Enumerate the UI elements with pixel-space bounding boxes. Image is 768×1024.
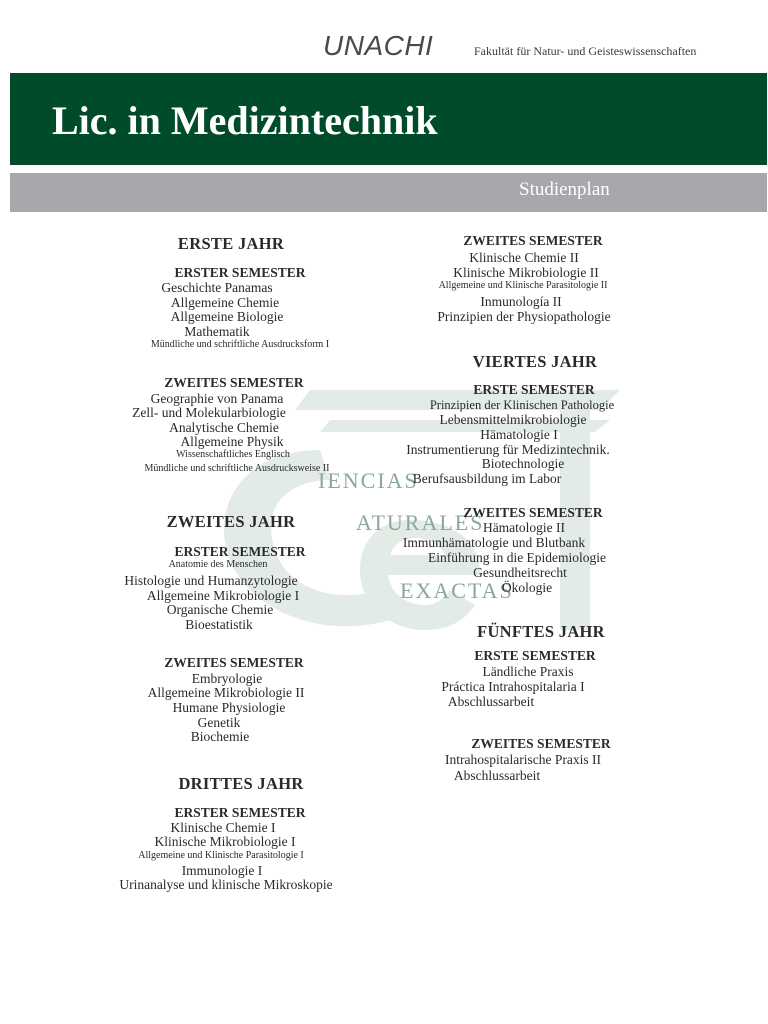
course-item: Prinzipien der Physiopathologie [437, 309, 611, 324]
course-item: Immunologie I [181, 863, 263, 878]
watermark-line-2: ATURALES [356, 510, 485, 535]
course-item: Abschlussarbeit [447, 694, 535, 709]
course-item: Gesundheitsrecht [473, 565, 567, 580]
course-item: Allgemeine Mikrobiologie I [146, 588, 300, 603]
course-item: Klinische Mikrobiologie II [453, 265, 599, 280]
course-item: Urinanalyse und klinische Mikroskopie [119, 877, 333, 892]
course-item: Einführung in die Epidemiologie [427, 550, 607, 565]
course-item: Klinische Chemie II [469, 250, 579, 265]
year-heading: VIERTES JAHR [472, 352, 598, 371]
course-item: Mündliche und schriftliche Ausdrucksform I [150, 339, 330, 350]
watermark-line-3: EXACTAS [400, 578, 514, 603]
course-item: Allgemeine Physik [180, 434, 284, 449]
course-item: Mündliche und schriftliche Ausdrucksweise II [144, 463, 330, 474]
course-item: Genetik [197, 715, 241, 730]
year-heading: ZWEITES JAHR [166, 512, 296, 531]
course-item: Humane Physiologie [172, 700, 286, 715]
course-item: Práctica Intrahospitalaria I [441, 679, 585, 694]
course-item: Wissenschaftliches Englisch [176, 449, 290, 460]
course-item: Klinische Mikrobiologie I [154, 834, 296, 849]
course-item: Embryologie [191, 671, 263, 686]
course-item: Hämatologie I [480, 427, 558, 442]
semester-heading: ERSTER SEMESTER [174, 805, 306, 820]
course-item: Zell- und Molekularbiologie [132, 405, 286, 420]
course-item: Organische Chemie [166, 602, 274, 617]
course-item: Geographie von Panama [150, 391, 284, 406]
course-item: Berufsausbildung im Labor [412, 471, 562, 486]
unachi-logo: UNACHI [323, 30, 434, 61]
page-title: Lic. in Medizintechnik [52, 98, 438, 143]
semester-heading: ERSTER SEMESTER [174, 544, 306, 559]
year-heading: FÜNFTES JAHR [477, 622, 605, 641]
course-item: Immunhämatologie und Blutbank [402, 535, 586, 550]
year-heading: ERSTE JAHR [177, 234, 285, 253]
course-item: Hämatologie II [482, 520, 566, 535]
course-item: Biotechnologie [481, 456, 565, 471]
course-item: Klinische Chemie I [170, 820, 276, 835]
semester-heading: ZWEITES SEMESTER [164, 375, 304, 390]
course-item: Histologie und Humanzytologie [124, 573, 298, 588]
watermark-line-1: IENCIAS [318, 468, 419, 493]
course-item: Geschichte Panamas [161, 280, 273, 295]
semester-heading: ZWEITES SEMESTER [471, 736, 611, 751]
course-item: Bioestatistik [185, 617, 253, 632]
course-item: Instrumentierung für Medizintechnik. [406, 442, 610, 457]
year-heading: DRITTES JAHR [178, 774, 304, 793]
course-item: Mathematik [184, 324, 250, 339]
semester-heading: ZWEITES SEMESTER [463, 505, 603, 520]
course-item: Prinzipien der Klinischen Pathologie [429, 398, 615, 412]
course-item: Ländliche Praxis [482, 664, 574, 679]
title-band [10, 73, 767, 165]
semester-heading: ERSTE SEMESTER [474, 648, 596, 663]
course-item: Allgemeine und Klinische Parasitologie II [438, 280, 608, 291]
semester-heading: ZWEITES SEMESTER [463, 233, 603, 248]
course-item: Biochemie [190, 729, 250, 744]
semester-heading: ZWEITES SEMESTER [164, 655, 304, 670]
course-item: Analytische Chemie [169, 420, 279, 435]
course-item: Abschlussarbeit [453, 768, 541, 783]
course-item: Allgemeine Biologie [170, 309, 284, 324]
course-item: Allgemeine Mikrobiologie II [147, 685, 305, 700]
course-item: Anatomie des Menschen [168, 559, 268, 570]
subtitle-band [10, 173, 767, 212]
faculty-name: Fakultät für Natur- und Geisteswissenschaften [474, 44, 697, 58]
course-item: Inmunología II [480, 294, 562, 309]
page-subtitle: Studienplan [519, 179, 610, 200]
course-item: Allgemeine Chemie [170, 295, 280, 310]
course-item: Ökologie [501, 580, 553, 595]
course-item: Allgemeine und Klinische Parasitologie I [138, 850, 304, 861]
semester-heading: ERSTER SEMESTER [174, 265, 306, 280]
course-item: Intrahospitalarische Praxis II [445, 752, 601, 767]
course-item: Lebensmittelmikrobiologie [439, 412, 587, 427]
semester-heading: ERSTE SEMESTER [473, 382, 595, 397]
